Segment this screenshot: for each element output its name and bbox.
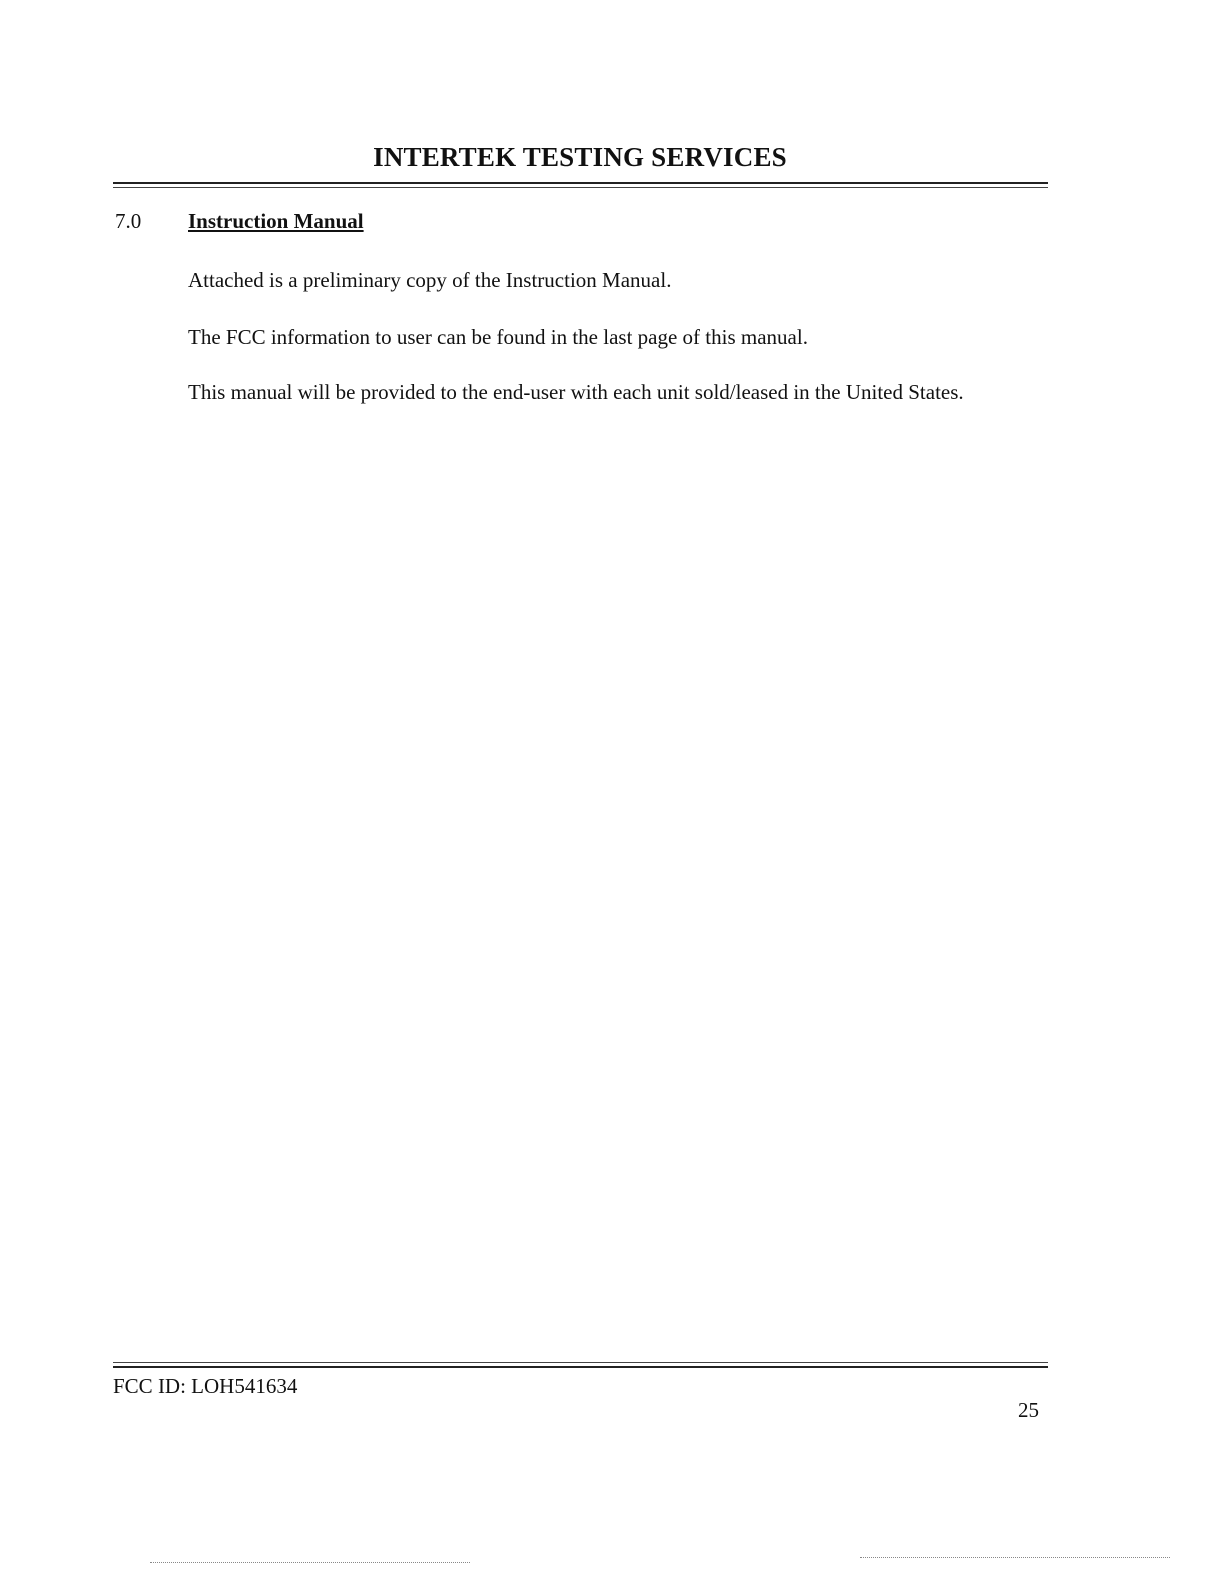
footer-fcc-id: FCC ID: LOH541634 [113, 1374, 298, 1398]
footer-rule-bottom [113, 1366, 1048, 1368]
page-header-title: INTERTEK TESTING SERVICES [373, 142, 787, 172]
header-rule-top [113, 182, 1048, 184]
scan-artifact-right [860, 1557, 1170, 1558]
paragraph-end-user-provision: This manual will be provided to the end-user with each unit sold/leased in the United States. [188, 380, 964, 404]
page-number: 25 [1018, 1398, 1039, 1422]
paragraph-fcc-information: The FCC information to user can be found in the last page of this manual. [188, 325, 808, 349]
header-rule-bottom [113, 187, 1048, 188]
section-title: Instruction Manual [188, 209, 364, 233]
footer-rule-top [113, 1362, 1048, 1363]
section-number: 7.0 [115, 209, 142, 233]
scan-artifact-left [150, 1562, 470, 1563]
paragraph-attached-manual: Attached is a preliminary copy of the Instruction Manual. [188, 268, 672, 292]
